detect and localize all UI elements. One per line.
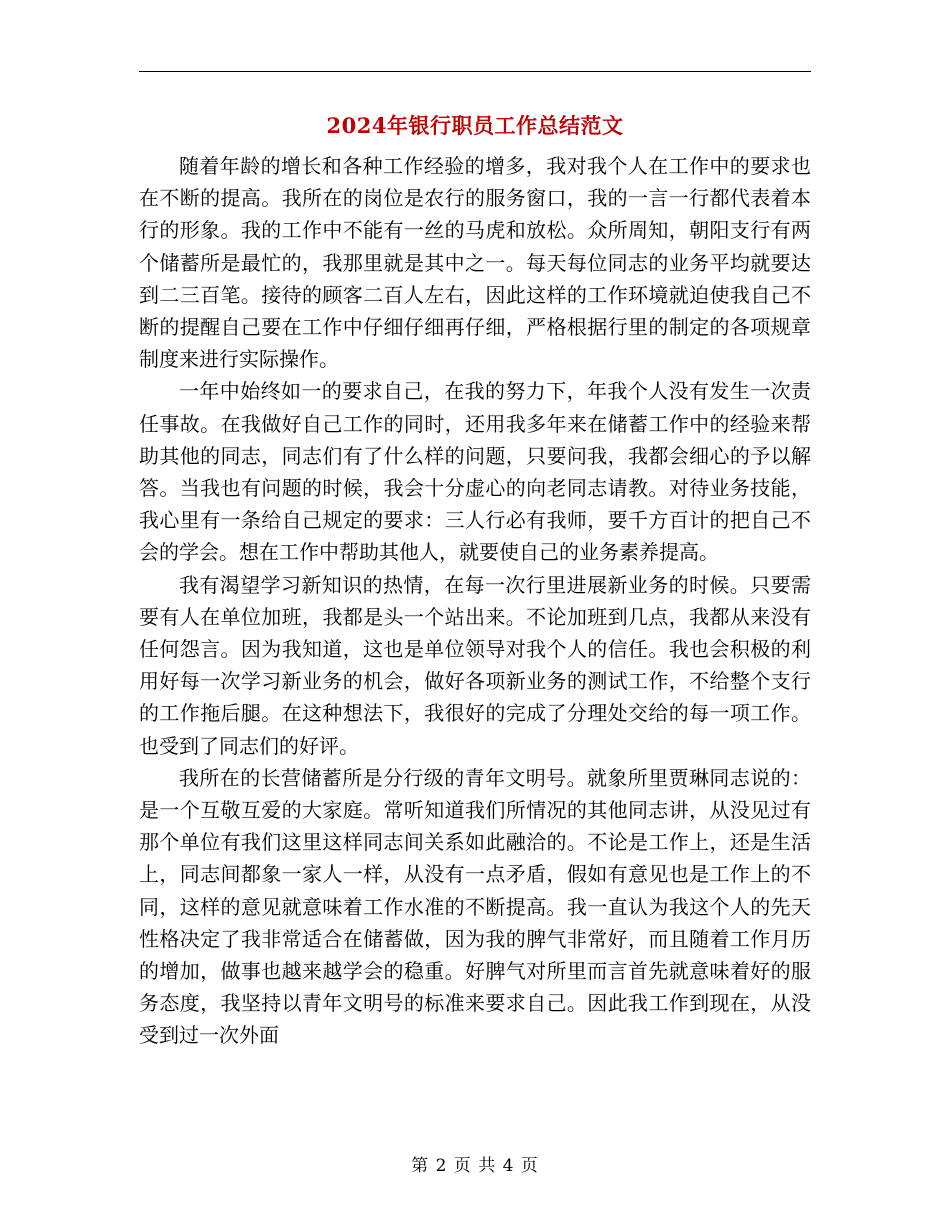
paragraph-3: 我有渴望学习新知识的热情，在每一次行里进展新业务的时候。只要需要有人在单位加班，我都是头一个站出来。不论加班到几点，我都从来没有任何怨言。因为我知道，这也是单位领导对我个人的信任。我也会积极的利用好每一次学习新业务的机会，做好各项新业务的测试工作，不给整个支行的工作拖后腿。在这种想法下，我很好的完成了分理处交给的每一项工作。也受到了同志们的好评。 xyxy=(139,572,811,758)
paragraph-4: 我所在的长营储蓄所是分行级的青年文明号。就象所里贾琳同志说的：是一个互敬互爱的大家庭。常听知道我们所情况的其他同志讲，从没见过有那个单位有我们这里这样同志间关系如此融洽的。不论是工作上，还是生活上，同志间都象一家人一样，从没有一点矛盾，假如有意见也是工作上的不同，这样的意见就意味着工作水准的不断提高。我一直认为我这个人的先天性格决定了我非常适合在储蓄做，因为我的脾气非常好，而且随着工作月历的增加，做事也越来越学会的稳重。好脾气对所里而言首先就意味着好的服务态度，我坚持以青年文明号的标准来要求自己。因此我工作到现在，从没受到过一次外面 xyxy=(139,765,811,1048)
paragraph-2: 一年中始终如一的要求自己，在我的努力下，年我个人没有发生一次责任事故。在我做好自己工作的同时，还用我多年来在储蓄工作中的经验来帮助其他的同志，同志们有了什么样的问题，只要问我，我都会细心的予以解答。当我也有问题的时候，我会十分虚心的向老同志请教。对待业务技能，我心里有一条给自己规定的要求：三人行必有我师，要千方百计的把自己不会的学会。想在工作中帮助其他人，就要使自己的业务素养提高。 xyxy=(139,379,811,565)
document-body xyxy=(139,150,811,1052)
page-number: 第 2 页 共 4 页 xyxy=(411,1156,539,1176)
header-rule xyxy=(139,71,811,72)
paragraph-1: 随着年龄的增长和各种工作经验的增多，我对我个人在工作中的要求也在不断的提高。我所在的岗位是农行的服务窗口，我的一言一行都代表着本行的形象。我的工作中不能有一丝的马虎和放松。众所周知，朝阳支行有两个储蓄所是最忙的，我那里就是其中之一。每天每位同志的业务平均就要达到二三百笔。接待的顾客二百人左右，因此这样的工作环境就迫使我自己不断的提醒自己要在工作中仔细仔细再仔细，严格根据行里的制定的各项规章制度来进行实际操作。 xyxy=(139,154,811,372)
document-title: 2024年银行职员工作总结范文 xyxy=(326,113,624,138)
